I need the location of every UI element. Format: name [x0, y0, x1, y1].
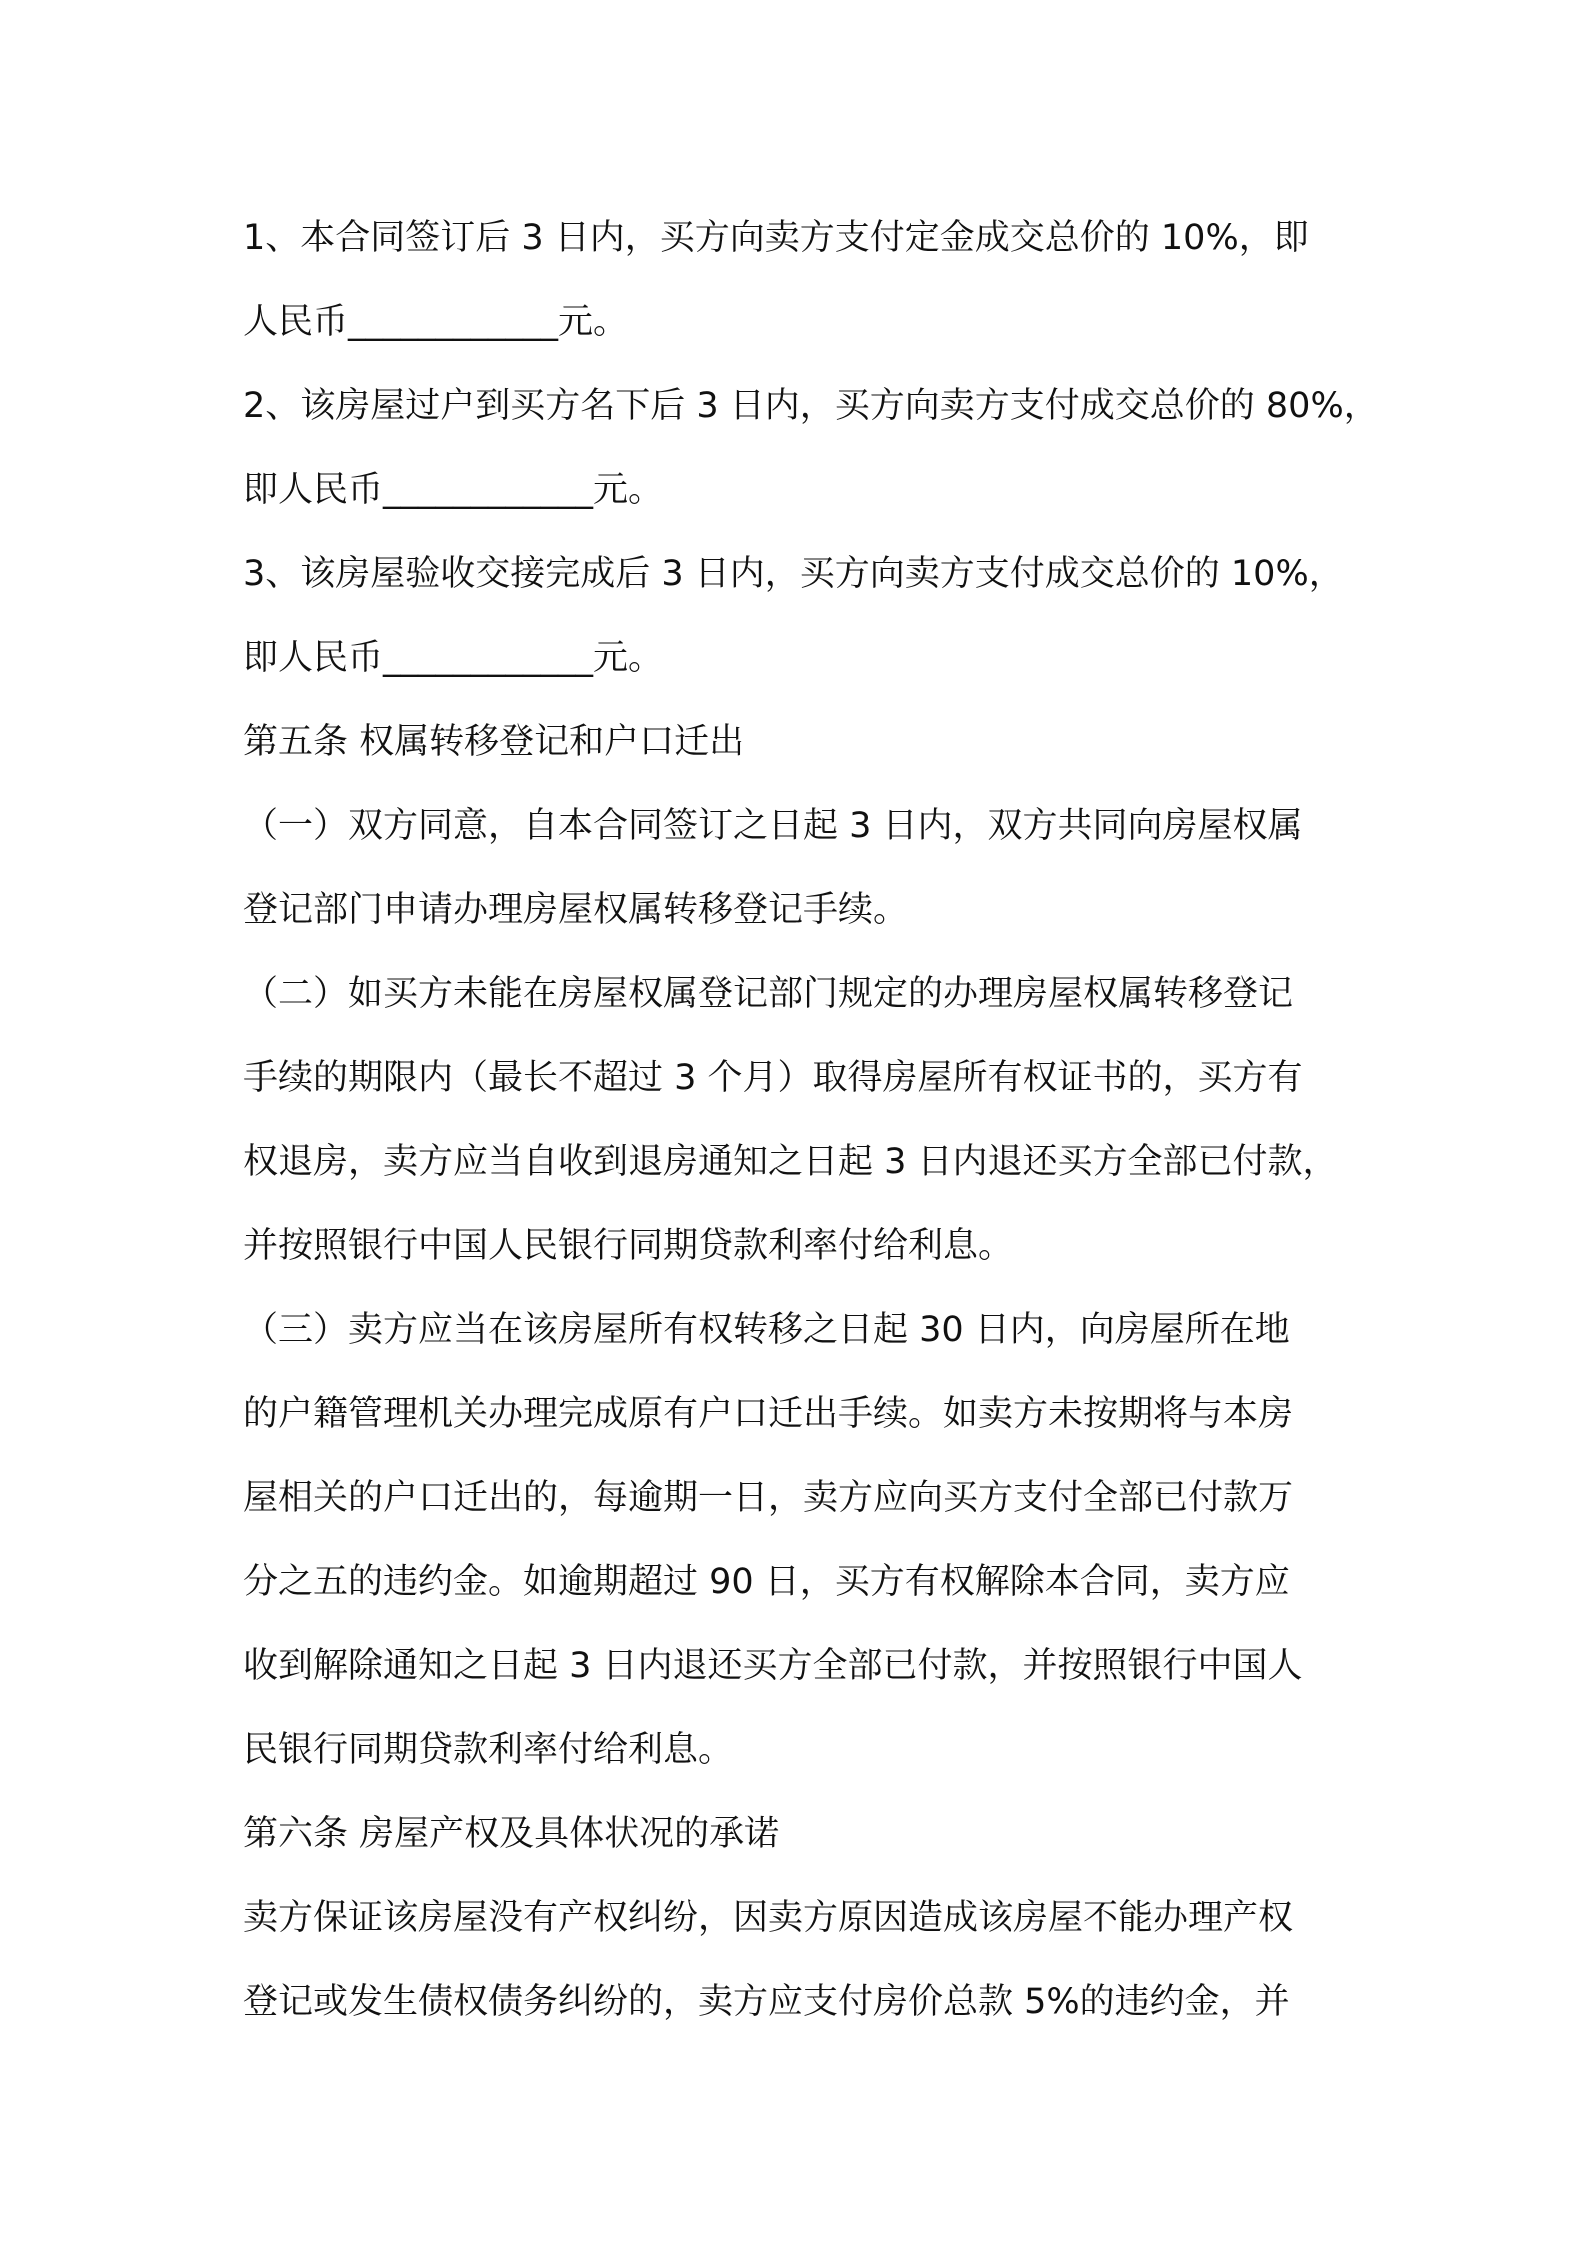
text-line: 即人民币____________元。: [243, 638, 664, 678]
text-line: 人民币____________元。: [243, 302, 629, 342]
article-5-item-2: [243, 952, 1363, 1288]
section-heading: 第五条 权属转移登记和户口迁出: [243, 722, 745, 762]
article-5-item-3: [243, 1288, 1363, 1792]
text-line: 的户籍管理机关办理完成原有户口迁出手续。如卖方未按期将与本房: [243, 1394, 1294, 1434]
text-line: 1、本合同签订后 3 日内，买方向卖方支付定金成交总价的 10%，即: [243, 218, 1309, 258]
payment-clause-1: [243, 196, 1363, 364]
article-5-heading: [243, 700, 1363, 784]
text-line: 3、该房屋验收交接完成后 3 日内，买方向卖方支付成交总价的 10%，: [243, 554, 1344, 594]
text-line: 民银行同期贷款利率付给利息。: [243, 1730, 734, 1770]
article-6-heading: [243, 1792, 1363, 1876]
article-6-body: [243, 1876, 1363, 2044]
section-heading: 第六条 房屋产权及具体状况的承诺: [243, 1814, 780, 1854]
article-5-item-1: [243, 784, 1363, 952]
text-line: 并按照银行中国人民银行同期贷款利率付给利息。: [243, 1226, 1014, 1266]
text-line: 手续的期限内（最长不超过 3 个月）取得房屋所有权证书的，买方有: [243, 1058, 1303, 1098]
payment-clause-2: [243, 364, 1379, 532]
payment-clause-3: [243, 532, 1363, 700]
text-line: 2、该房屋过户到买方名下后 3 日内，买方向卖方支付成交总价的 80%，: [243, 386, 1379, 426]
text-line: （一）双方同意，自本合同签订之日起 3 日内，双方共同向房屋权属: [243, 806, 1303, 846]
text-line: 即人民币____________元。: [243, 470, 664, 510]
text-line: 分之五的违约金。如逾期超过 90 日，买方有权解除本合同，卖方应: [243, 1562, 1290, 1602]
text-line: （二）如买方未能在房屋权属登记部门规定的办理房屋权属转移登记: [243, 974, 1294, 1014]
text-line: 卖方保证该房屋没有产权纠纷，因卖方原因造成该房屋不能办理产权: [243, 1898, 1294, 1938]
text-line: 登记部门申请办理房屋权属转移登记手续。: [243, 890, 909, 930]
document-body: [243, 196, 1379, 2044]
text-line: 登记或发生债权债务纠纷的，卖方应支付房价总款 5%的违约金，并: [243, 1982, 1290, 2022]
text-line: 屋相关的户口迁出的，每逾期一日，卖方应向买方支付全部已付款万: [243, 1478, 1294, 1518]
text-line: （三）卖方应当在该房屋所有权转移之日起 30 日内，向房屋所在地: [243, 1310, 1290, 1350]
text-line: 收到解除通知之日起 3 日内退还买方全部已付款，并按照银行中国人: [243, 1646, 1303, 1686]
text-line: 权退房，卖方应当自收到退房通知之日起 3 日内退还买方全部已付款，: [243, 1142, 1338, 1182]
